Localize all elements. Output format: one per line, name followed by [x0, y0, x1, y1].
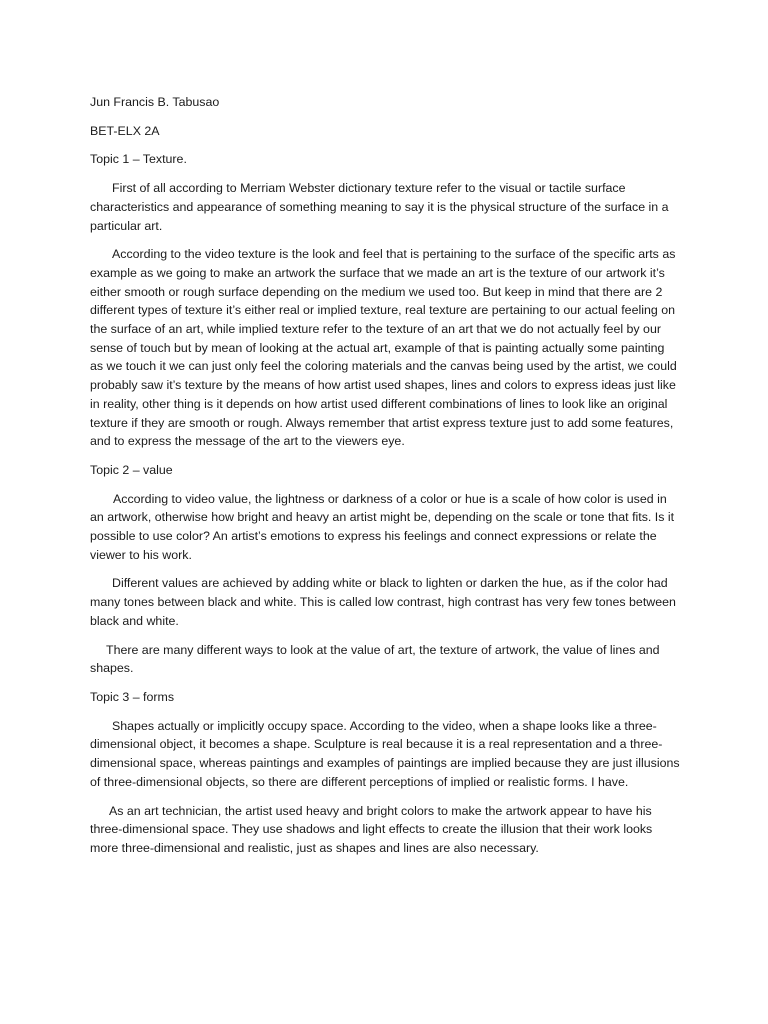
topic-2-paragraph-3: There are many different ways to look at the value of art, the texture of artwork, the value of lines and shapes. [90, 642, 660, 676]
topic-2-paragraph-2: Different values are achieved by adding white or black to lighten or darken the hue, as if the color had many tones between black and white. This is called low contrast, high contrast has very few tones between black and white. [90, 576, 676, 628]
document-page [90, 93, 680, 868]
topic-3-heading: Topic 3 – forms [90, 689, 175, 704]
topic-1-paragraph-1: First of all according to Merriam Webster dictionary texture refer to the visual or tactile surface characteristics and appearance of something meaning to say it is the physical structure of the surface in a particular art. [90, 181, 669, 233]
topic-3-paragraph-2: As an art technician, the artist used heavy and bright colors to make the artwork appear to have his three-dimensional space. They use shadows and light effects to create the illusion that their work looks more three-dimensional and realistic, just as shapes and lines are also necessary. [90, 803, 653, 855]
class-section: BET-ELX 2A [90, 123, 160, 138]
author-name: Jun Francis B. Tabusao [90, 95, 220, 109]
topic-2-heading: Topic 2 – value [90, 462, 173, 477]
topic-3-paragraph-1: Shapes actually or implicitly occupy space. According to the video, when a shape looks like a three-dimensional object, it becomes a shape. Sculpture is real because it is a real representation and a three-dimensional space, whereas paintings and examples of paintings are implied because they are just illusions of three-dimensional objects, so there are different perceptions of implied or realistic forms. I have. [90, 718, 680, 789]
topic-1-paragraph-2: According to the video texture is the look and feel that is pertaining to the surface of the specific arts as example as we going to make an artwork the surface that we made an art is the texture of our artwork it’s either smooth or rough surface depending on the medium we used too. But keep in mind that there are 2 different types of texture it’s either real or implied texture, real texture are pertaining to our actual feeling on the surface of an art, while implied texture refer to the texture of an art that we do not actually feel by our sense of touch but by mean of looking at the actual art, example of that is painting actually some painting as we touch it we can just only feel the coloring materials and the canvas being used by the artist, we could probably saw it’s texture by the means of how artist used shapes, lines and colors to express ideas just like in reality, other thing is it depends on how artist used different combinations of lines to look like an original texture if they are smooth or rough. Always remember that artist express texture just to add some features, and to express the message of the art to the viewers eye. [90, 247, 677, 449]
topic-2-paragraph-1: According to video value, the lightness or darkness of a color or hue is a scale of how color is used in an artwork, otherwise how bright and heavy an artist might be, depending on the scale or tone that fits. Is it possible to use color? An artist’s emotions to express his feelings and connect expressions or relate the viewer to his work. [90, 491, 675, 562]
topic-1-heading: Topic 1 – Texture. [90, 152, 187, 167]
